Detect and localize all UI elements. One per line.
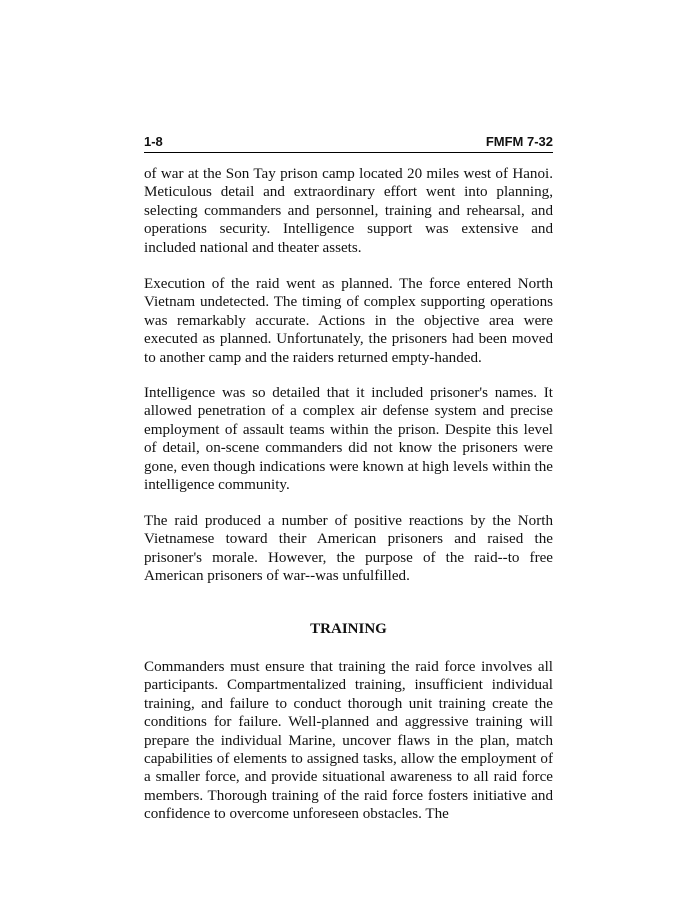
- paragraph-intelligence: Intelligence was so detailed that it included prisoner's names. It allowed penetration of a complex air defense system and precise employment of assault teams within the prison. Despite this level of detail, on-scene commanders did not know the prisoners were gone, even though indications were known at high levels within the intelligence community.: [144, 385, 553, 494]
- paragraph-son-tay-planning: of war at the Son Tay prison camp located 20 miles west of Hanoi. Meticulous detail and extraordinary effort went into planning, selecting commanders and personnel, training and rehearsal, and operations security. Intelligence support was extensive and included national and theater assets.: [144, 166, 553, 256]
- document-id: FMFM 7-32: [485, 134, 553, 149]
- paragraph-raid-execution: Execution of the raid went as planned. The force entered North Vietnam undetected. The timing of complex supporting operations was remarkably accurate. Actions in the objective area were executed as planned. Unfortunately, the prisoners had been moved to another camp and the raiders returned empty-handed.: [144, 276, 553, 366]
- running-header: [144, 134, 553, 153]
- page-number: 1-8: [144, 134, 163, 149]
- paragraph-raid-outcome: The raid produced a number of positive reactions by the North Vietnamese toward their American prisoners and raised the prisoner's morale. However, the purpose of the raid--to free American prisoners of war--was unfulfilled.: [144, 513, 553, 585]
- paragraph-training: Commanders must ensure that training the raid force involves all participants. Compartmentalized training, insufficient individual training, and failure to conduct thorough unit training create the conditions for failure. Well-planned and aggressive training will prepare the individual Marine, uncover flaws in the plan, match capabilities of elements to assigned tasks, allow the employment of a smaller force, and provide situational awareness to all raid force members. Thorough training of the raid force fosters initiative and confidence to overcome unforeseen obstacles. The: [144, 659, 553, 823]
- section-heading-training: TRAINING: [310, 621, 387, 637]
